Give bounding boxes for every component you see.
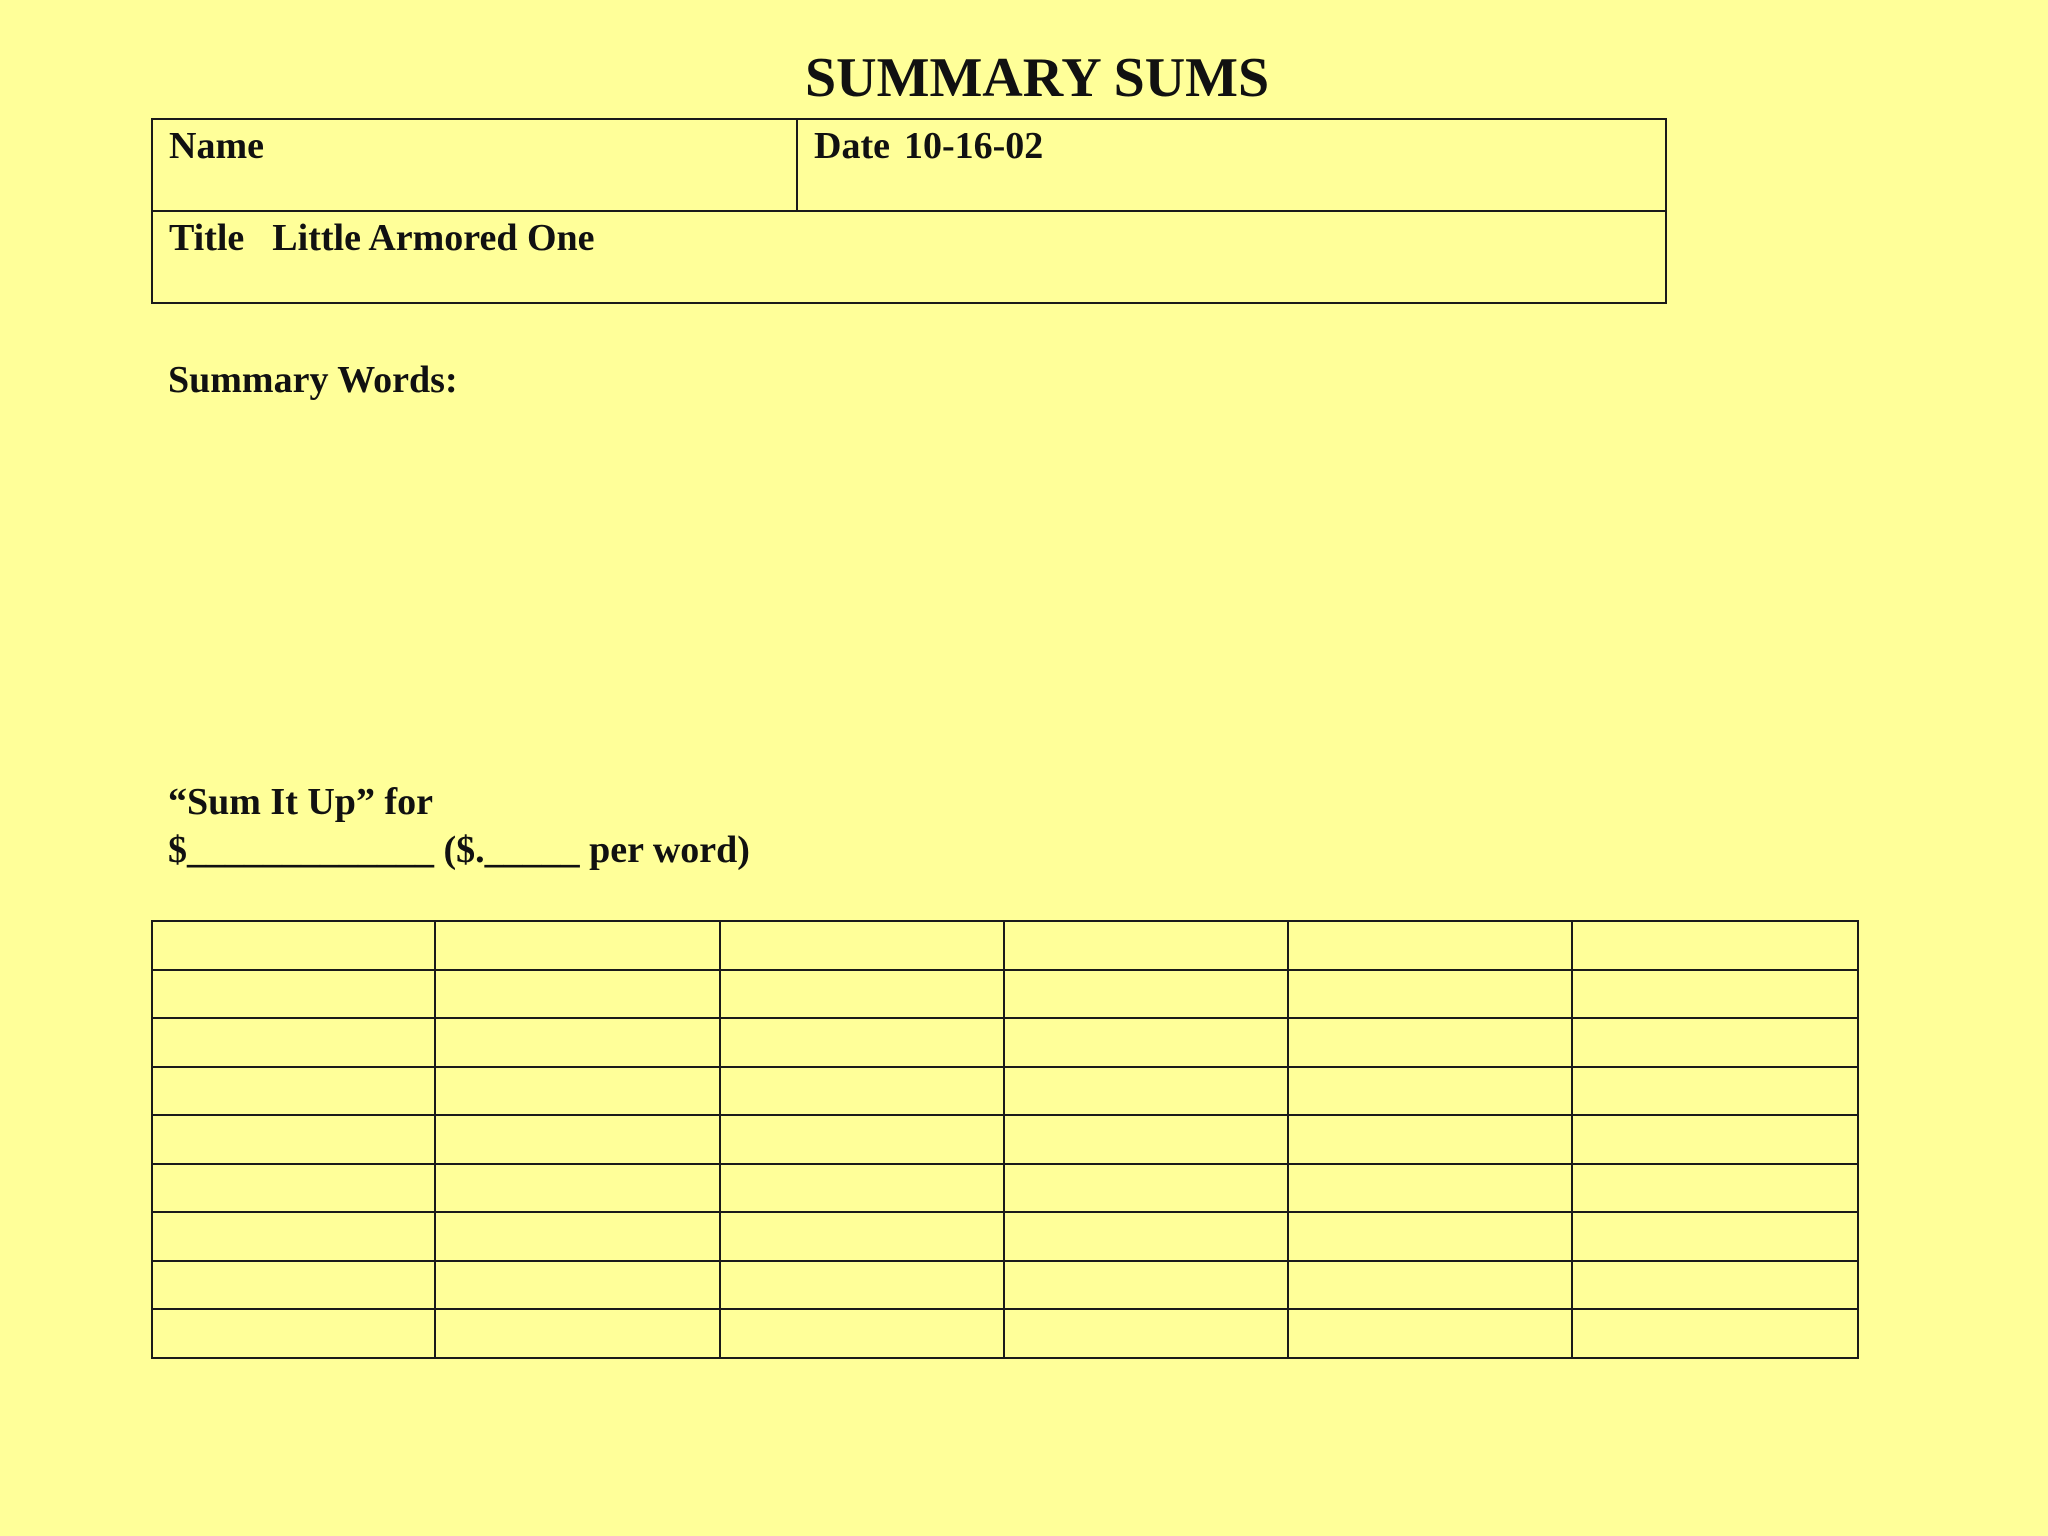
word-cell[interactable]: [720, 1309, 1004, 1358]
word-cell[interactable]: [435, 1067, 720, 1116]
word-cell[interactable]: [720, 1067, 1004, 1116]
word-cell[interactable]: [1004, 1212, 1288, 1261]
word-cell[interactable]: [435, 1115, 720, 1164]
word-cell[interactable]: [152, 1018, 435, 1067]
grid-row: [152, 1067, 1858, 1116]
word-cell[interactable]: [720, 921, 1004, 970]
word-cell[interactable]: [1004, 970, 1288, 1019]
grid-row: [152, 1115, 1858, 1164]
word-cell[interactable]: [1572, 1261, 1858, 1310]
word-cell[interactable]: [152, 970, 435, 1019]
word-cell[interactable]: [435, 1164, 720, 1213]
word-cell[interactable]: [1572, 1309, 1858, 1358]
word-cell[interactable]: [1004, 1261, 1288, 1310]
word-cell[interactable]: [152, 1212, 435, 1261]
word-cell[interactable]: [720, 1115, 1004, 1164]
word-cell[interactable]: [1288, 1309, 1572, 1358]
word-cell[interactable]: [1288, 970, 1572, 1019]
word-cell[interactable]: [1004, 1018, 1288, 1067]
word-cell[interactable]: [1572, 1164, 1858, 1213]
word-cell[interactable]: [720, 1212, 1004, 1261]
word-cell[interactable]: [435, 1309, 720, 1358]
word-cell[interactable]: [1288, 1115, 1572, 1164]
word-cell[interactable]: [720, 970, 1004, 1019]
word-cell[interactable]: [720, 1018, 1004, 1067]
grid-row: [152, 1309, 1858, 1358]
word-cell[interactable]: [1288, 1018, 1572, 1067]
grid-row: [152, 1018, 1858, 1067]
word-cell[interactable]: [1572, 1067, 1858, 1116]
sum-it-up-label: “Sum It Up” for: [168, 781, 433, 823]
title-label: Title: [169, 217, 245, 259]
word-cell[interactable]: [1572, 921, 1858, 970]
name-label: Name: [169, 125, 264, 167]
word-cell[interactable]: [1572, 1018, 1858, 1067]
title-cell[interactable]: [152, 211, 1666, 303]
header-info-table: [151, 118, 1667, 304]
title-value: Little Armored One: [272, 217, 595, 259]
word-cell[interactable]: [435, 1261, 720, 1310]
word-cell[interactable]: [1004, 1164, 1288, 1213]
summary-words-label: Summary Words:: [168, 359, 458, 401]
grid-row: [152, 1261, 1858, 1310]
word-cell[interactable]: [152, 1261, 435, 1310]
date-value: 10-16-02: [903, 125, 1044, 167]
word-cell[interactable]: [1288, 1067, 1572, 1116]
word-cell[interactable]: [1572, 970, 1858, 1019]
word-cell[interactable]: [1288, 1212, 1572, 1261]
grid-row: [152, 921, 1858, 970]
word-cell[interactable]: [1004, 1115, 1288, 1164]
word-cell[interactable]: [1004, 1309, 1288, 1358]
grid-row: [152, 1164, 1858, 1213]
word-cell[interactable]: [152, 1067, 435, 1116]
word-cell[interactable]: [435, 1018, 720, 1067]
word-cell[interactable]: [720, 1164, 1004, 1213]
date-label: Date: [814, 125, 890, 167]
word-cell[interactable]: [1288, 1164, 1572, 1213]
worksheet-title: SUMMARY SUMS: [805, 47, 1270, 109]
name-cell[interactable]: [152, 119, 797, 211]
word-cell[interactable]: [152, 1164, 435, 1213]
word-cell[interactable]: [1288, 1261, 1572, 1310]
word-cell[interactable]: [1288, 921, 1572, 970]
word-cell[interactable]: [435, 1212, 720, 1261]
date-cell[interactable]: [797, 119, 1666, 211]
word-cell[interactable]: [1004, 921, 1288, 970]
word-cell[interactable]: [152, 1309, 435, 1358]
word-cell[interactable]: [152, 1115, 435, 1164]
word-cell[interactable]: [1572, 1115, 1858, 1164]
word-cell[interactable]: [435, 970, 720, 1019]
grid-row: [152, 970, 1858, 1019]
word-grid: [151, 920, 1859, 1359]
word-cell[interactable]: [152, 921, 435, 970]
word-cell[interactable]: [720, 1261, 1004, 1310]
word-cell[interactable]: [1572, 1212, 1858, 1261]
word-cell[interactable]: [1004, 1067, 1288, 1116]
word-cell[interactable]: [435, 921, 720, 970]
grid-row: [152, 1212, 1858, 1261]
sum-it-up-price-line: $_____________ ($._____ per word): [168, 829, 750, 871]
